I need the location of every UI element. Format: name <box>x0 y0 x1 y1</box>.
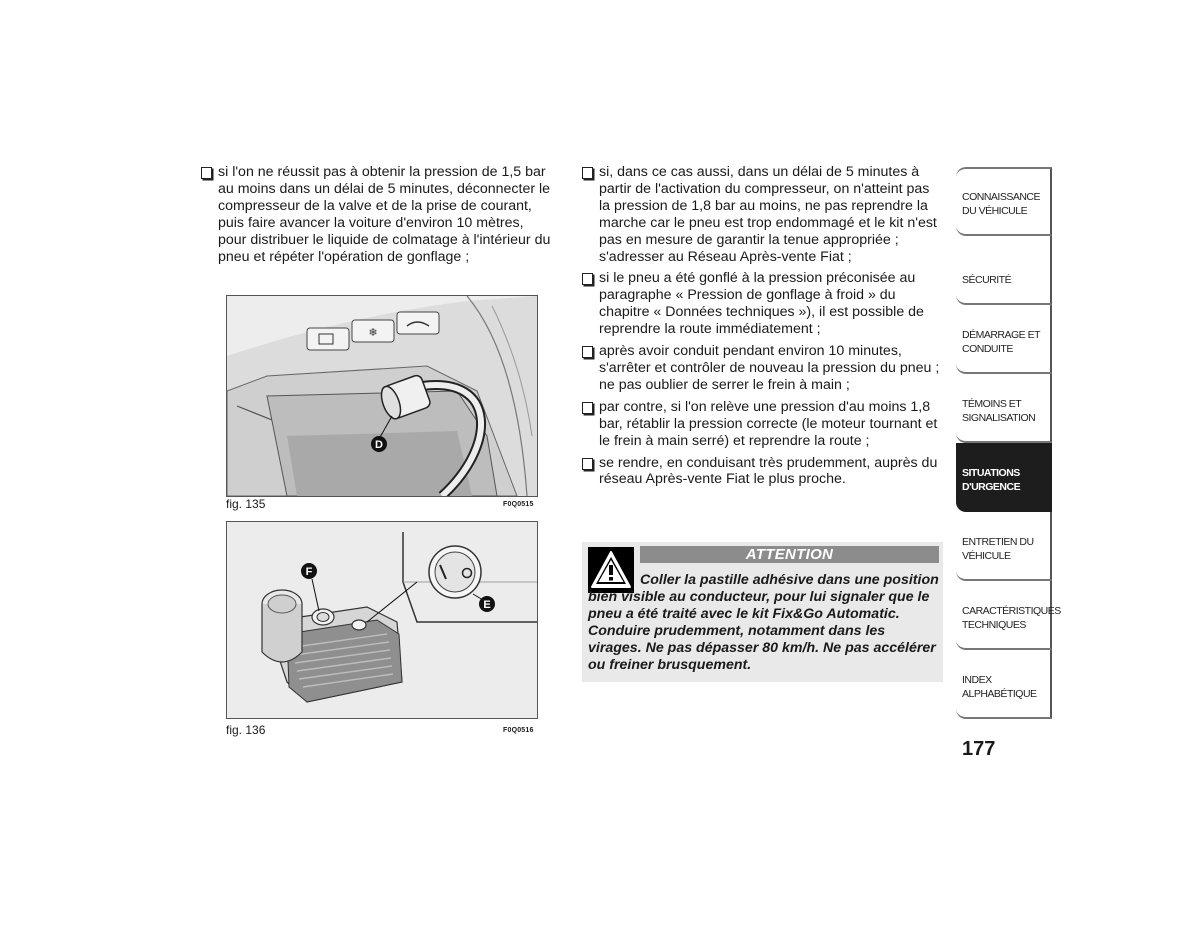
checkbox-bullet-icon <box>582 273 593 285</box>
list-item: se rendre, en conduisant très prudemment, auprès du réseau Après-vente Fiat le plus proche. <box>580 455 942 489</box>
tab-connaissance-du-vehicule[interactable]: CONNAISSANCE DU VÉHICULE <box>956 167 1052 236</box>
figure-code: F0Q0515 <box>503 501 534 508</box>
list-item: si, dans ce cas aussi, dans un délai de 5 minutes à partir de l'activation du compresseur, on n'atteint pas la pression de 1,8 bar au moins, ne pas reprendre la marche car le pneu est trop endommagé et le kit n'est pas en mesure de garantir la tenue appropriée ; s'adresser au Réseau Après-vente Fiat ; <box>580 164 942 265</box>
figure-caption: fig. 135 <box>226 497 266 511</box>
figure-136-image <box>226 521 538 719</box>
tab-situations-d-urgence[interactable]: SITUATIONS D'URGENCE <box>956 443 1052 512</box>
figure-135-image <box>226 295 538 497</box>
figure-label-d: D <box>375 439 383 451</box>
tab-entretien-du-vehicule[interactable]: ENTRETIEN DU VÉHICULE <box>956 512 1052 581</box>
checkbox-bullet-icon <box>582 402 593 414</box>
figure-label-e: E <box>483 599 491 611</box>
tab-caracteristiques-techniques[interactable]: CARACTÉRISTIQUES TECHNIQUES <box>956 581 1052 650</box>
checkbox-bullet-icon <box>201 167 212 179</box>
page-number: 177 <box>962 738 996 760</box>
figure-label-f: F <box>305 566 313 578</box>
attention-box <box>582 542 943 682</box>
checkbox-bullet-icon <box>582 167 593 179</box>
tab-index-alphabetique[interactable]: INDEX ALPHABÉTIQUE <box>956 650 1052 719</box>
tab-temoins-et-signalisation[interactable]: TÉMOINS ET SIGNALISATION <box>956 374 1052 443</box>
list-item: si l'on ne réussit pas à obtenir la pression de 1,5 bar au moins dans un délai de 5 minutes, déconnecter le compresseur de la valve et de la prise de courant, puis faire avancer la voiture d'environ 10 mètres, pour distribuer le liquide de colmatage à l'intérieur du pneu et répéter l'opération de gonflage ; <box>199 164 551 265</box>
list-item: après avoir conduit pendant environ 10 minutes, s'arrêter et contrôler de nouveau la pression du pneu ; ne pas oublier de serrer le frein à main ; <box>580 343 942 394</box>
chapter-tabs <box>956 167 1061 719</box>
list-item: par contre, si l'on relève une pression d'au moins 1,8 bar, rétablir la pression correcte (le moteur tournant et le frein à main serré) et reprendre la route ; <box>580 399 942 450</box>
tab-securite[interactable]: SÉCURITÉ <box>956 236 1052 305</box>
svg-text:❄: ❄ <box>368 326 378 339</box>
figure-caption: fig. 136 <box>226 723 266 737</box>
checkbox-bullet-icon <box>582 458 593 470</box>
attention-title: ATTENTION <box>640 546 939 563</box>
list-item: si le pneu a été gonflé à la pression préconisée au paragraphe « Pression de gonflage à froid » du chapitre « Données techniques »), il est possible de reprendre la route immédiatement ; <box>580 270 942 338</box>
figure-code: F0Q0516 <box>503 727 534 734</box>
right-column <box>580 164 942 493</box>
checkbox-bullet-icon <box>582 346 593 358</box>
left-column <box>199 164 551 270</box>
attention-text: Coller la pastille adhésive dans une position bien visible au conducteur, pour lui signaler que le pneu a été traité avec le kit Fix&Go Automatic. Conduire prudemment, notamment dans les virages. Ne pas dépasser 80 km/h. Ne pas accélérer ou freiner brusquement. <box>588 572 939 673</box>
tab-demarrage-et-conduite[interactable]: DÉMARRAGE ET CONDUITE <box>956 305 1052 374</box>
